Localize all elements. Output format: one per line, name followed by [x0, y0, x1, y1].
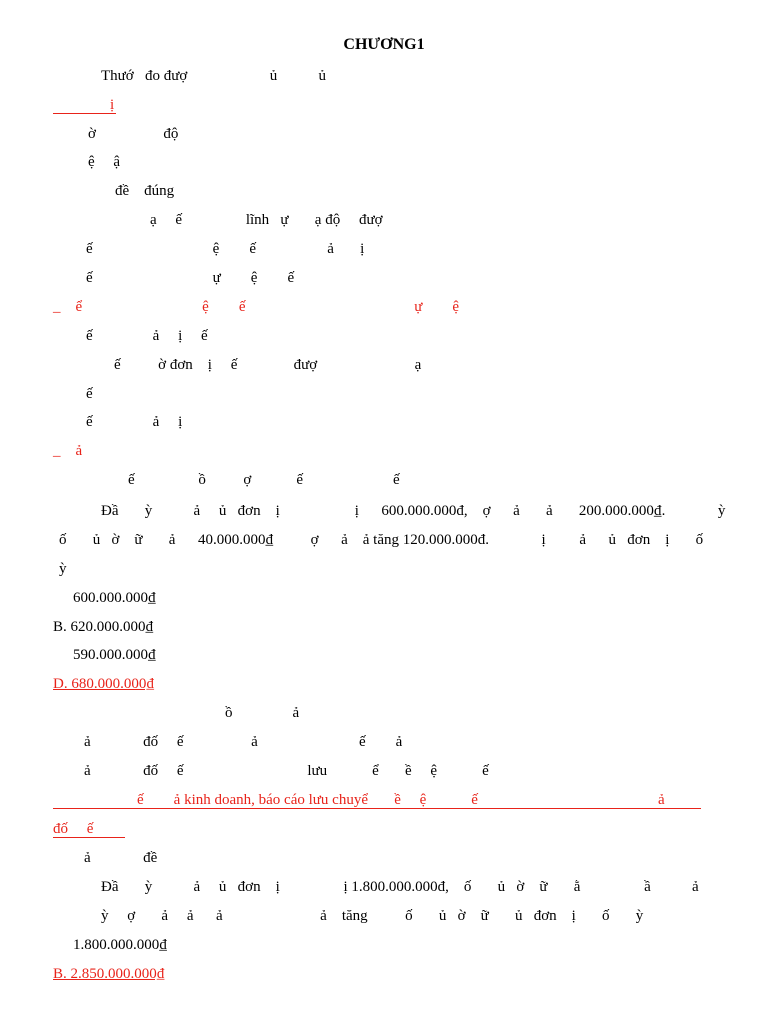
text-line: ế ả ị: [86, 414, 183, 430]
text-line: ế ả ị ế: [86, 328, 208, 344]
text-line: Đầ ỳ ả ủ đơn ị ị 600.000.000đ, ợ ả ả 200.000.000₫. ỳ: [101, 503, 726, 519]
text-line: ế ệ ế ả ị: [86, 241, 365, 257]
text-line: ả đố ế lưu ể ề ệ ế: [84, 763, 489, 779]
answer-option-c: 590.000.000₫: [73, 647, 156, 663]
text-line: ị: [110, 97, 115, 113]
answer-line: ế ả kinh doanh, báo cáo lưu chuyể ề ệ ế ả: [137, 792, 665, 808]
text-line: ỳ ợ ả ả ả ả tăng ố ủ ờ ữ ủ đơn ị ố ỳ: [101, 908, 644, 924]
answer-option-a: 600.000.000₫: [73, 590, 156, 606]
text-line: ồ ả: [225, 705, 300, 721]
text-line: Đầ ỳ ả ủ đơn ị ị 1.800.000.000đ, ố ủ ờ ữ ằ ầ ả: [101, 879, 699, 895]
chapter-title: CHƯƠNG1: [343, 36, 425, 53]
answer-option-d-correct: D. 680.000.000₫: [53, 676, 155, 692]
answer-underline: [53, 837, 125, 838]
text-line: ế ờ đơn ị ế đượ ạ: [114, 357, 422, 373]
text-line: ố ủ ờ ữ ả 40.000.000₫ ợ ả ả tăng 120.000.000đ. ị ả ủ đơn ị ố: [59, 532, 704, 548]
answer-option-b: B. 620.000.000₫: [53, 619, 154, 635]
answer-line: _ ể ệ ế ự ệ: [53, 299, 460, 315]
text-line: ỳ: [59, 561, 67, 577]
answer-underline: [53, 113, 116, 114]
answer-underline: [53, 808, 701, 809]
text-line: ả đề: [84, 850, 158, 866]
text-line: ế ự ệ ế: [86, 270, 295, 286]
text-line: ả đố ế ả ế ả: [84, 734, 403, 750]
answer-option-b-correct: B. 2.850.000.000₫: [53, 966, 165, 982]
text-line: ệ ậ: [88, 154, 121, 170]
text-line: ạ ế lĩnh ự ạ độ đượ: [150, 212, 383, 228]
text-line: ế: [86, 386, 93, 402]
answer-line: _ ả: [53, 443, 83, 459]
answer-line: đố ế: [53, 821, 94, 837]
text-line: đề đúng: [115, 183, 175, 199]
text-line: ế ồ ợ ế ế: [128, 472, 400, 488]
text-line: ờ độ: [88, 126, 179, 142]
text-line: Thướ đo đượ ủ ủ: [101, 68, 327, 84]
answer-option-a: 1.800.000.000₫: [73, 937, 167, 953]
